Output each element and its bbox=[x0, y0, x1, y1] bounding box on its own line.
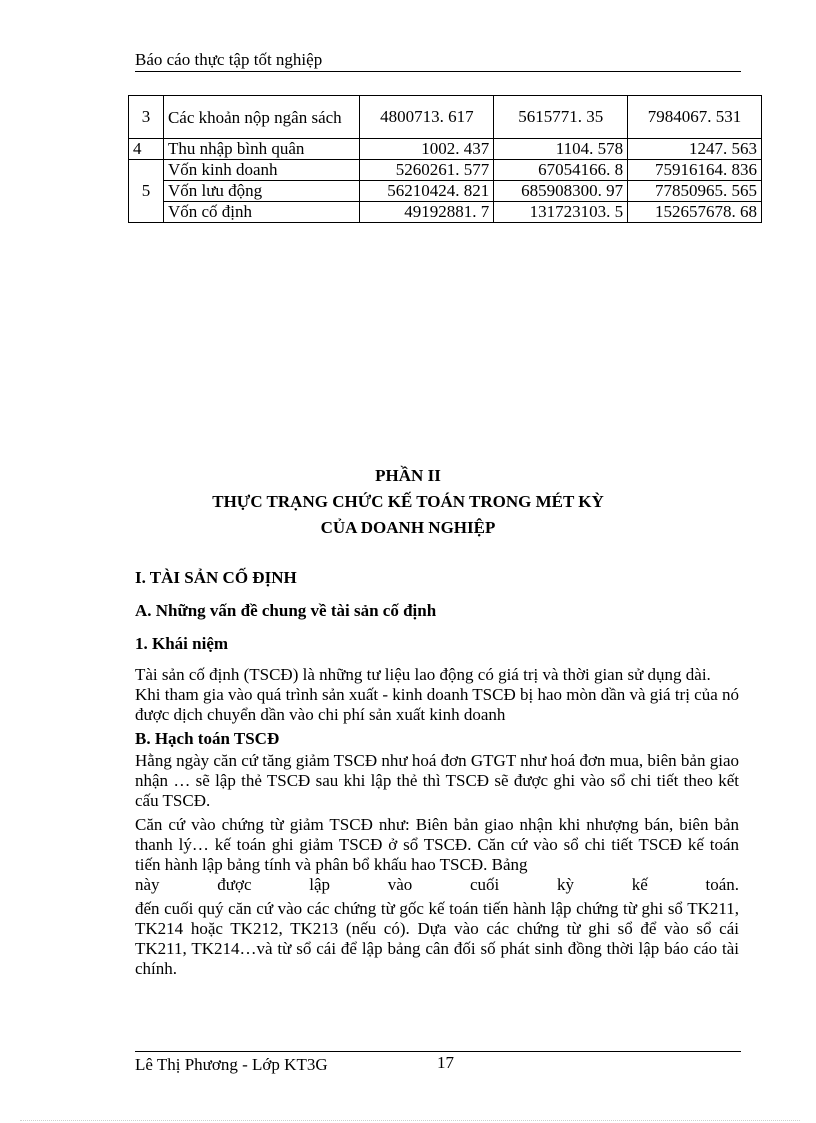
row-label: Vốn lưu động bbox=[163, 181, 360, 202]
accounting-paragraph-1: Hằng ngày căn cứ tăng giảm TSCĐ như hoá đơn GTGT như hoá đơn mua, biên bản giao nhận … sẽ lập thẻ TSCĐ sau khi lập thẻ thì TSCĐ sẽ được ghi vào sổ chi tiết theo kết cấu TSCĐ. bbox=[135, 751, 739, 810]
footer-divider bbox=[135, 1051, 741, 1052]
section-heading-b: B. Hạch toán TSCĐ bbox=[135, 729, 280, 748]
page-edge bbox=[20, 1120, 800, 1121]
value-cell: 7984067. 531 bbox=[628, 96, 762, 139]
row-index: 3 bbox=[129, 96, 164, 139]
indicators-table bbox=[128, 95, 762, 223]
accounting-paragraph-3: đến cuối quý căn cứ vào các chứng từ gốc kế toán tiến hành lập chứng từ ghi sổ TK211, TK214 hoặc TK212, TK213 (nếu có). Dựa vào các chứng từ ghi sổ để vào sổ cái TK211, TK214…và từ sổ cái để lập bảng cân đối số phát sinh đồng thời lập báo cáo tài chính. bbox=[135, 899, 739, 978]
accounting-paragraph-2-last-line: này được lập vào cuối kỳ kế toán. bbox=[135, 875, 739, 894]
value-cell: 152657678. 68 bbox=[628, 202, 762, 223]
row-label: Thu nhập bình quân bbox=[163, 139, 360, 160]
part-heading: PHẦN II bbox=[375, 466, 441, 485]
section-heading-i: I. TÀI SẢN CỐ ĐỊNH bbox=[135, 568, 297, 587]
row-label: Vốn kinh doanh bbox=[163, 160, 360, 181]
row-index: 4 bbox=[129, 139, 164, 160]
row-label: Các khoản nộp ngân sách bbox=[163, 96, 360, 139]
value-cell: 685908300. 97 bbox=[494, 181, 628, 202]
accounting-paragraph-2-body: Căn cứ vào chứng từ giảm TSCĐ như: Biên bản giao nhận khi nhượng bán, biên bản thanh lý… kế toán ghi giảm TSCĐ ở sổ TSCĐ. Căn cứ vào sổ chi tiết TSCĐ kế toán tiến hành lập bảng tính và phân bổ khấu hao TSCĐ. Bảng bbox=[135, 815, 739, 874]
value-cell: 5260261. 577 bbox=[360, 160, 494, 181]
value-cell: 56210424. 821 bbox=[360, 181, 494, 202]
value-cell: 1002. 437 bbox=[360, 139, 494, 160]
footer-author: Lê Thị Phương - Lớp KT3G bbox=[135, 1055, 328, 1074]
value-cell: 1104. 578 bbox=[494, 139, 628, 160]
page-header-title: Báo cáo thực tập tốt nghiệp bbox=[135, 50, 323, 69]
value-cell: 1247. 563 bbox=[628, 139, 762, 160]
value-cell: 67054166. 8 bbox=[494, 160, 628, 181]
header-divider bbox=[135, 71, 741, 72]
table-row bbox=[129, 160, 762, 181]
value-cell: 131723103. 5 bbox=[494, 202, 628, 223]
table-row bbox=[129, 139, 762, 160]
table-row bbox=[129, 96, 762, 139]
section-heading-a: A. Những vấn đề chung về tài sản cố định bbox=[135, 601, 437, 620]
table-row bbox=[129, 181, 762, 202]
table-row bbox=[129, 202, 762, 223]
value-cell: 4800713. 617 bbox=[360, 96, 494, 139]
value-cell: 49192881. 7 bbox=[360, 202, 494, 223]
part-title-line2: CỦA DOANH NGHIỆP bbox=[320, 518, 496, 537]
row-index: 5 bbox=[129, 160, 164, 223]
row-label: Vốn cố định bbox=[163, 202, 360, 223]
accounting-paragraph-2 bbox=[135, 815, 739, 895]
section-heading-1: 1. Khái niệm bbox=[135, 634, 229, 653]
value-cell: 5615771. 35 bbox=[494, 96, 628, 139]
part-title-line1: THỰC TRẠNG CHỨC KẾ TOÁN TRONG MÉT KỲ bbox=[212, 492, 604, 511]
value-cell: 77850965. 565 bbox=[628, 181, 762, 202]
concept-paragraph: Tài sản cố định (TSCĐ) là những tư liệu lao động có giá trị và thời gian sử dụng dài. Khi tham gia vào quá trình sản xuất - kinh doanh TSCĐ bị hao mòn dần và giá trị của nó được dịch chuyển dần vào chi phí sản xuất kinh doanh bbox=[135, 665, 740, 724]
page-number: 17 bbox=[437, 1053, 454, 1072]
value-cell: 75916164. 836 bbox=[628, 160, 762, 181]
